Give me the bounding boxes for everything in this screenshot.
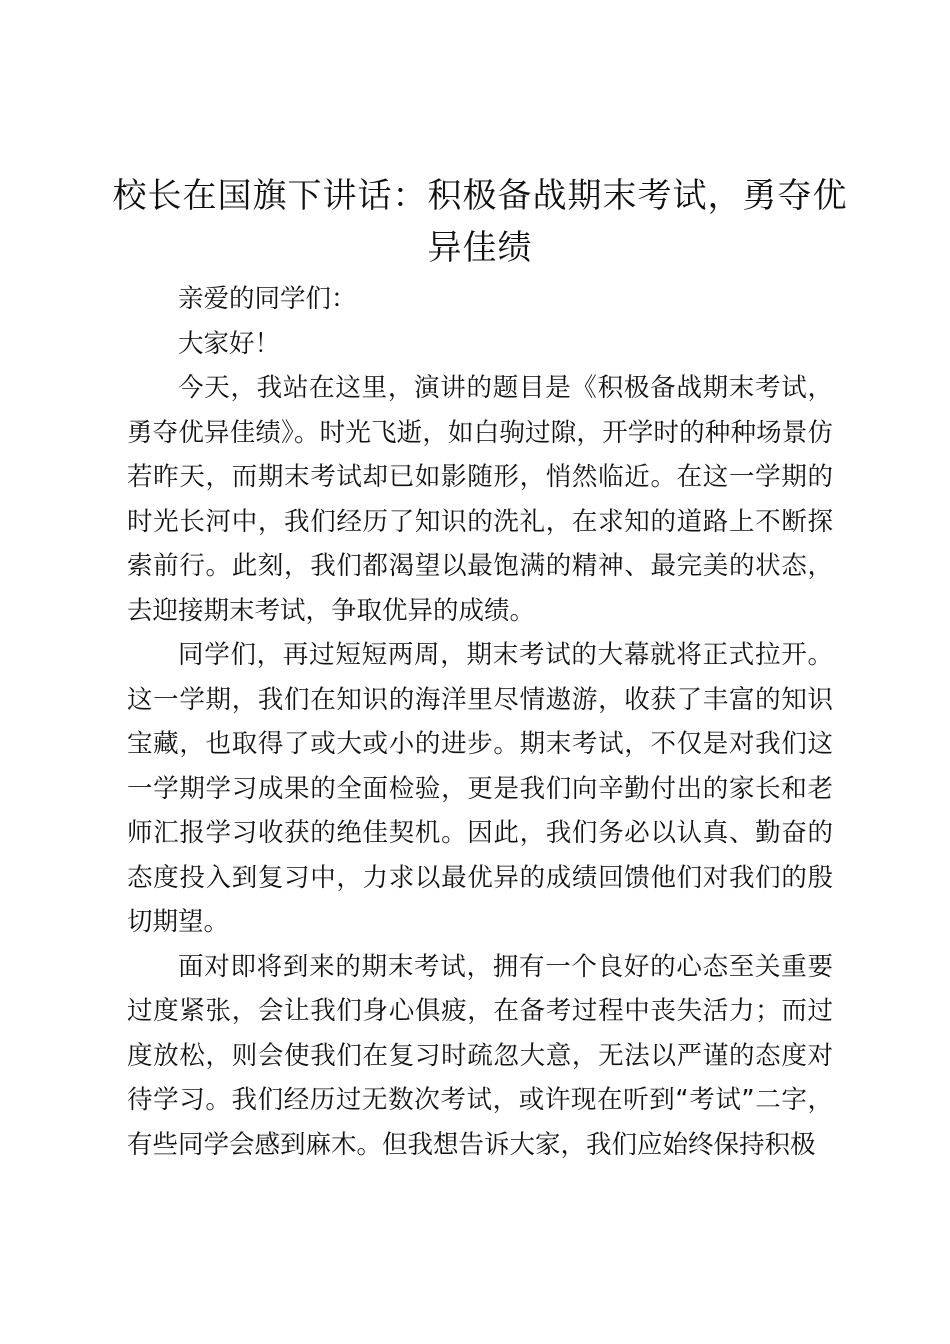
paragraph-intro: 今天，我站在这里，演讲的题目是《积极备战期末考试，勇夺优异佳绩》。时光飞逝，如白驹过隙，开学时的种种场景仿若昨天，而期末考试却已如影随形，悄然临近。在这一学期的时光长河中，我们经历了知识的洗礼，在求知的道路上不断探索前行。此刻，我们都渴望以最饱满的精神、最完美的状态，去迎接期末考试，争取优异的成绩。 bbox=[127, 373, 833, 626]
salutation: 亲爱的同学们： bbox=[178, 284, 357, 314]
document-title: 校长在国旗下讲话：积极备战期末考试，勇夺优异佳绩 bbox=[112, 176, 848, 268]
paragraph-mindset: 面对即将到来的期末考试，拥有一个良好的心态至关重要过度紧张，会让我们身心俱疲，在备考过程中丧失活力；而过度放松，则会使我们在复习时疏忽大意，无法以严谨的态度对待学习。我们经历过无数次考试，或许现在听到“考试”二字，有些同学会感到麻木。但我想告诉大家，我们应始终保持积极 bbox=[127, 951, 833, 1160]
greeting: 大家好！ bbox=[178, 328, 281, 359]
document-body bbox=[127, 277, 833, 1167]
paragraph-exam-approach: 同学们，再过短短两周，期末考试的大幕就将正式拉开。这一学期，我们在知识的海洋里尽情遨游，收获了丰富的知识宝藏，也取得了或大或小的进步。期末考试，不仅是对我们这一学期学习成果的全面检验，更是我们向辛勤付出的家长和老师汇报学习收获的绝佳契机。因此，我们务必以认真、勤奋的态度投入到复习中，力求以最优异的成绩回馈他们对我们的殷切期望。 bbox=[127, 640, 833, 937]
